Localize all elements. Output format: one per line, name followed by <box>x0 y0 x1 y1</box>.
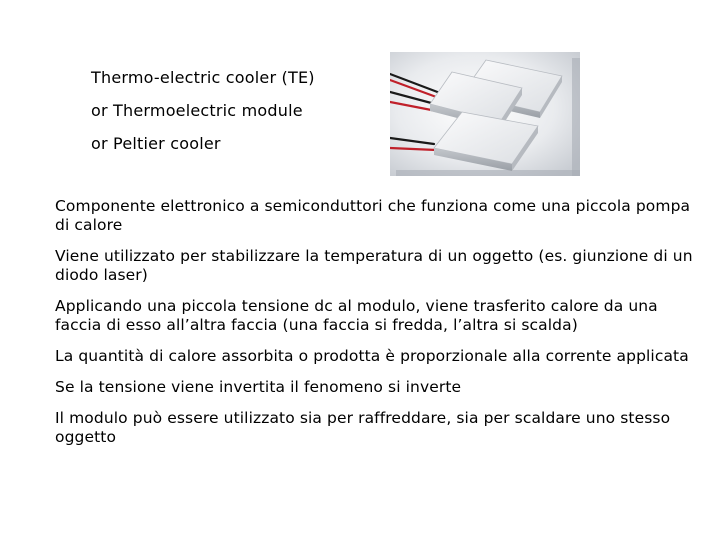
thermoelectric-module-photo <box>390 52 580 176</box>
bullet-3: Applicando una piccola tensione dc al modulo, viene trasferito calore da una faccia di esso all’altra faccia (una faccia si fredda, l’altra si scalda) <box>55 297 658 334</box>
title-line-2: or Thermoelectric module <box>91 101 303 120</box>
title-line-3: or Peltier cooler <box>91 134 221 153</box>
title-line-1: Thermo-electric cooler (TE) <box>91 68 315 87</box>
title-block <box>91 68 315 167</box>
bullet-6: Il modulo può essere utilizzato sia per raffreddare, sia per scaldare uno stesso oggetto <box>55 409 671 446</box>
bullet-1: Componente elettronico a semiconduttori che funziona come una piccola pompa di calore <box>55 197 691 234</box>
bullet-4: La quantità di calore assorbita o prodotta è proporzionale alla corrente applicata <box>55 347 689 365</box>
bullet-2: Viene utilizzato per stabilizzare la temperatura di un oggetto (es. giunzione di un diodo laser) <box>55 247 693 284</box>
bullet-5: Se la tensione viene invertita il fenomeno si inverte <box>55 378 462 396</box>
bullet-list <box>55 197 705 459</box>
